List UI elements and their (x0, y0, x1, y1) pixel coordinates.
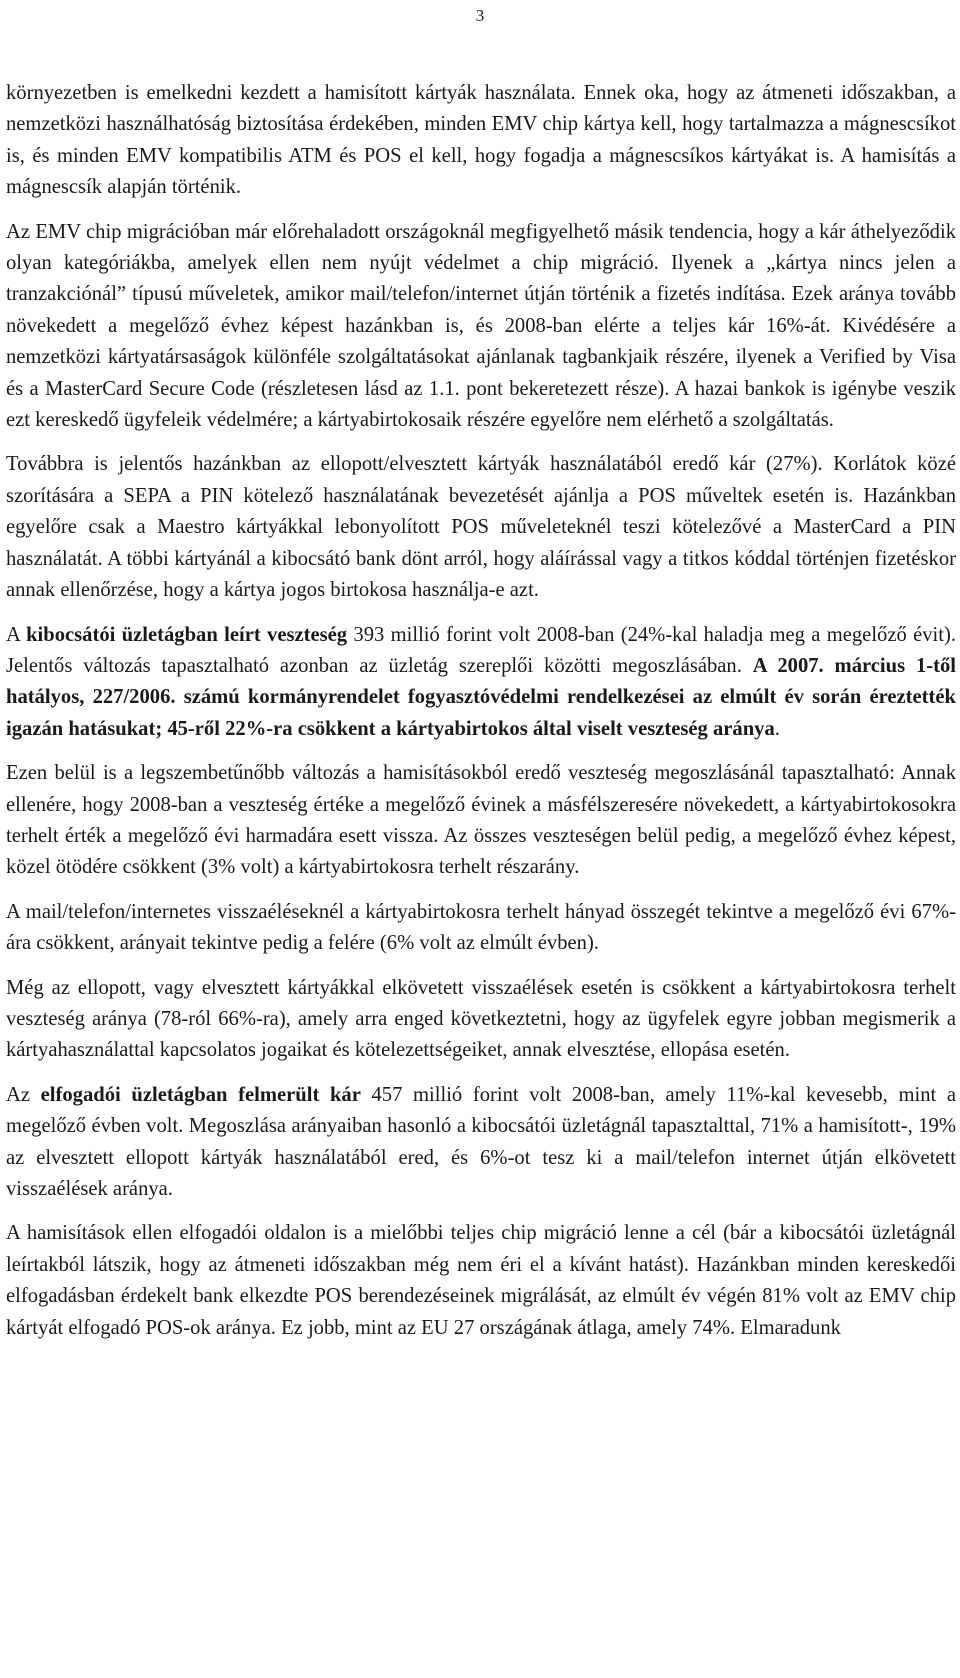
paragraph-4 (6, 620, 956, 746)
document-body (6, 78, 956, 1357)
bold-text-run: A 2007. március 1-től hatályos, 227/2006. számú kormányrendelet fogyasztóvédelmi rendelkezései az elmúlt év során éreztették igazán hatásukat; 45-ről 22%-ra csökkent a kártyabirtokos által viselt veszteség aránya (6, 654, 956, 740)
paragraph-9 (6, 1218, 956, 1344)
text-run: A mail/telefon/internetes visszaéléseknél a kártyabirtokosra terhelt hányad összegét tekintve a megelőző évi 67%-ára csökkent, arányait tekintve pedig a felére (6% volt az elmúlt évben). (6, 900, 956, 955)
page-number: 3 (475, 6, 485, 25)
text-run: 457 millió forint volt 2008-ban, amely 11%-kal kevesebb, mint a megelőző évben volt. Megoszlása arányaiban hasonló a kibocsátói üzletágnál tapasztalttal, 71% a hamisított-, 19% az elvesztett ellopott kártyák használatából ered, és 6%-ot tesz ki a mail/telefon internet útján elkövetett visszaélések aránya. (6, 1083, 956, 1200)
paragraph-8 (6, 1080, 956, 1206)
text-run: Az (6, 1083, 41, 1106)
text-run: 393 millió forint volt 2008-ban (24%-kal haladja meg a megelőző évit). Jelentős változás tapasztalható azonban az üzletág szereplői közötti megoszlásában. (6, 623, 956, 677)
paragraph-6 (6, 897, 956, 960)
paragraph-2 (6, 217, 956, 437)
paragraph-3 (6, 449, 956, 606)
text-run: Még az ellopott, vagy elvesztett kártyákkal elkövetett visszaélések esetén is csökkent a kártyabirtokosra terhelt veszteség aránya (78-ról 66%-ra), amely arra enged következtetni, hogy az ügyfelek egyre jobban megismerik a kártyahasználattal kapcsolatos jogaikat és kötelezettségeiket, annak elvesztése, ellopása esetén. (6, 976, 956, 1062)
paragraph-5 (6, 758, 956, 884)
text-run: Az EMV chip migrációban már előrehaladott országoknál megfigyelhető másik tendencia, hogy a kár áthelyeződik olyan kategóriákba, amelyek ellen nem nyújt védelmet a chip migráció. Ilyenek a „kártya nincs jelen a tranzakciónál” típusú műveletek, amikor mail/telefon/internet útján történik a fizetés indítása. Ezek aránya tovább növekedett a megelőző évhez képest hazánkban is, és 2008-ban elérte a teljes kár 16%-át. Kivédésére a nemzetközi kártyatársaságok különféle szolgáltatásokat ajánlanak tagbankjaik részére, ilyenek a Verified by Visa és a MasterCard Secure Code (részletesen lásd az 1.1. pont bekeretezett része). A hazai bankok is igénybe veszik ezt kereskedő ügyfeleik védelmére; a kártyabirtokosaik részére egyelőre nem elérhető a szolgáltatás. (6, 220, 956, 432)
text-run: környezetben is emelkedni kezdett a hamisított kártyák használata. Ennek oka, hogy az átmeneti időszakban, a nemzetközi használhatóság biztosítása érdekében, minden EMV chip kártya kell, hogy tartalmazza a mágnescsíkot is, és minden EMV kompatibilis ATM és POS el kell, hogy fogadja a mágnescsíkos kártyákat is. A hamisítás a mágnescsík alapján történik. (6, 82, 956, 199)
text-run: Továbbra is jelentős hazánkban az ellopott/elvesztett kártyák használatából eredő kár (27%). Korlátok közé szorítására a SEPA a PIN kötelező használatának bevezetését ajánlja a POS műveltek esetén is. Hazánkban egyelőre csak a Maestro kártyákkal lebonyolított POS műveleteknél teszi kötelezővé a MasterCard a PIN használatát. A többi kártyánál a kibocsátó bank dönt arról, hogy aláírással vagy a titkos kóddal történjen fizetéskor annak ellenőrzése, hogy a kártya jogos birtokosa használja-e azt. (6, 453, 956, 602)
bold-text-run: kibocsátói üzletágban leírt veszteség (26, 623, 348, 646)
bold-text-run: elfogadói üzletágban felmerült kár (40, 1083, 361, 1106)
text-run: A hamisítások ellen elfogadói oldalon is a mielőbbi teljes chip migráció lenne a cél (bár a kibocsátói üzletágnál leírtakból látszik, hogy az átmeneti időszakban még nem éri el a kívánt hatást). Hazánkban minden kereskedői elfogadásban érdekelt bank elkezdte POS berendezéseinek migrálását, az elmúlt év végén 81% volt az EMV chip kártyát elfogadó POS-ok aránya. Ez jobb, mint az EU 27 országának átlaga, amely 74%. Elmaradunk (6, 1222, 956, 1339)
text-run: Ezen belül is a legszembetűnőbb változás a hamisításokból eredő veszteség megoszlásánál tapasztalható: Annak ellenére, hogy 2008-ban a veszteség értéke a megelőző évinek a másfélszeresére növekedett, a kártyabirtokosokra terhelt érték a megelőző évi harmadára esett vissza. Az összes veszteségen belül pedig, a megelőző évhez képest, közel ötödére csökkent (3% volt) a kártyabirtokosra terhelt részarány. (6, 762, 956, 879)
paragraph-7 (6, 973, 956, 1067)
paragraph-1 (6, 78, 956, 204)
text-run: A (6, 623, 27, 646)
text-run: . (774, 717, 780, 740)
